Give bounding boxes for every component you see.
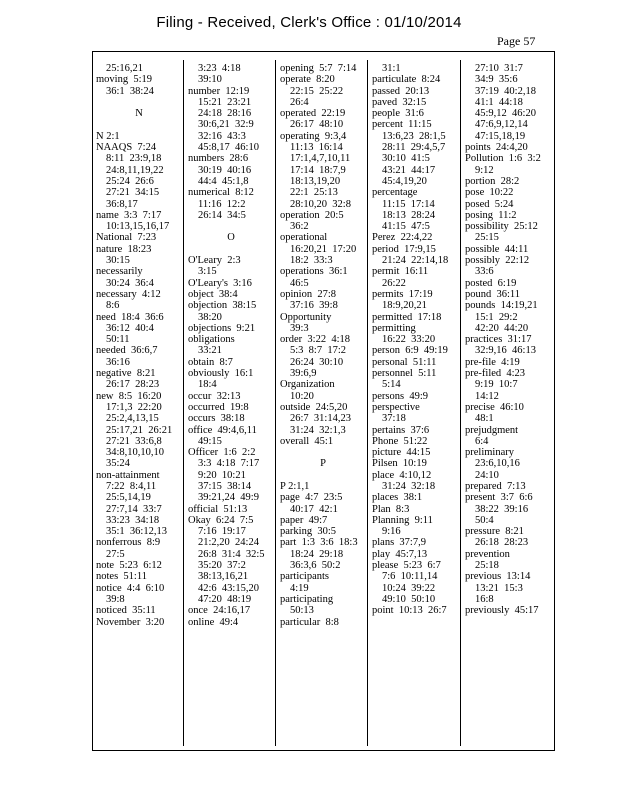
column-divider [183, 60, 184, 746]
index-entry: needed 36:6,7 [96, 345, 158, 357]
index-entry: participants [280, 571, 329, 583]
index-entry-continuation: 45:8,17 46:10 [198, 142, 259, 154]
index-entry-continuation: 24:10 [475, 469, 499, 481]
index-entry-continuation: 7:16 19:17 [198, 526, 246, 538]
index-entry-continuation: 37:18 [382, 413, 406, 425]
index-column-1 [96, 63, 182, 628]
index-entry: object 38:4 [188, 288, 238, 300]
index-entry: posted 6:19 [465, 277, 517, 289]
index-entry-continuation: 45:9,12 46:20 [475, 108, 536, 120]
index-entry: operations 36:1 [280, 266, 348, 278]
index-entry: percentage [372, 187, 418, 199]
index-entry-continuation: 34:8,10,10,10 [106, 447, 165, 459]
index-entry-continuation: 18:4 [198, 379, 217, 391]
index-entry-continuation: 13:6,23 28:1,5 [382, 130, 446, 142]
index-entry: Pilsen 10:19 [372, 458, 427, 470]
index-entry: operational [280, 232, 328, 244]
index-entry: places 38:1 [372, 492, 423, 504]
index-entry-continuation: 15:1 29:2 [475, 311, 518, 323]
index-entry: Pollution 1:6 3:2 [465, 153, 541, 165]
index-entry-continuation: 27:7,14 33:7 [106, 503, 162, 515]
index-entry: note 5:23 6:12 [96, 560, 162, 572]
index-entry-continuation: 49:15 [198, 435, 222, 447]
index-entry-continuation: 14:12 [475, 390, 499, 402]
index-entry-continuation: 16:20,21 17:20 [290, 243, 357, 255]
index-entry-continuation: 8:11 23:9,18 [106, 153, 162, 165]
index-entry: operation 20:5 [280, 209, 344, 221]
index-entry: pertains 37:6 [372, 424, 430, 436]
index-entry: NAAQS 7:24 [96, 142, 157, 154]
index-entry: operating 9:3,4 [280, 130, 347, 142]
index-entry: Okay 6:24 7:5 [188, 514, 254, 526]
index-entry-continuation: 25:17,21 26:21 [106, 424, 173, 436]
index-entry: Officer 1:6 2:2 [188, 447, 256, 459]
index-entry-continuation: 10:20 [290, 390, 314, 402]
index-entry-continuation: 7:22 8:4,11 [106, 480, 157, 492]
index-entry: occur 32:13 [188, 390, 241, 402]
index-entry: N 2:1 [96, 130, 120, 142]
index-entry: new 8:5 16:20 [96, 390, 162, 402]
index-entry: paper 49:7 [280, 514, 328, 526]
index-entry: parking 30:5 [280, 526, 336, 538]
section-letter: O [227, 232, 235, 244]
index-entry-continuation: 16:22 33:20 [382, 334, 436, 346]
index-entry: operate 8:20 [280, 74, 335, 86]
index-entry: P 2:1,1 [280, 480, 310, 492]
index-column-5 [465, 63, 551, 617]
index-entry: overall 45:1 [280, 435, 334, 447]
index-entry-continuation: 15:21 23:21 [198, 96, 252, 108]
index-entry [280, 470, 366, 481]
index-entry-continuation: 22:1 25:13 [290, 187, 338, 199]
index-entry-continuation: 25:15 [475, 232, 499, 244]
index-entry: passed 20:13 [372, 85, 430, 97]
index-entry-continuation: 32:9,16 46:13 [475, 345, 536, 357]
index-entry: present 3:7 6:6 [465, 492, 533, 504]
index-entry: personal 51:11 [372, 356, 437, 368]
index-entry: O'Leary 2:3 [188, 255, 241, 267]
index-entry: page 4:7 23:5 [280, 492, 343, 504]
index-entry: order 3:22 4:18 [280, 334, 350, 346]
index-entry: Organization [280, 379, 335, 391]
index-entry-continuation: 39:6,9 [290, 368, 317, 380]
index-entry-continuation: 36:2 [290, 221, 309, 233]
index-entry-continuation: 36:1 38:24 [106, 85, 154, 97]
index-entry-continuation: 24:18 28:16 [198, 108, 252, 120]
index-entry-continuation: 30:6,21 32:9 [198, 119, 254, 131]
index-entry-continuation: 25:18 [475, 560, 499, 572]
index-entry-continuation: 49:10 50:10 [382, 593, 436, 605]
index-entry: portion 28:2 [465, 175, 520, 187]
index-entry: number 12:19 [188, 85, 250, 97]
index-entry: O'Leary's 3:16 [188, 277, 252, 289]
index-entry: office 49:4,6,11 [188, 424, 257, 436]
index-entry: obtain 8:7 [188, 356, 233, 368]
index-entry-continuation: 21:2,20 24:24 [198, 537, 259, 549]
index-entry: Phone 51:22 [372, 435, 428, 447]
index-entry: preliminary [465, 447, 514, 459]
index-entry: pre-filed 4:23 [465, 368, 526, 380]
index-entry-continuation: 42:20 44:20 [475, 322, 529, 334]
index-entry-continuation: 33:6 [475, 266, 494, 278]
index-entry-continuation: 39:21,24 49:9 [198, 492, 259, 504]
index-entry: official 51:13 [188, 503, 248, 515]
index-entry-continuation: 5:3 8:7 17:2 [290, 345, 347, 357]
index-entry-continuation: 36:16 [106, 356, 130, 368]
index-entry-continuation: 31:24 32:18 [382, 480, 436, 492]
index-entry-continuation: 25:24 26:6 [106, 175, 154, 187]
index-entry: percent 11:15 [372, 119, 432, 131]
index-entry-continuation: 50:11 [106, 334, 130, 346]
index-entry-continuation: 37:15 38:14 [198, 480, 252, 492]
index-entry-continuation: 23:6,10,16 [475, 458, 520, 470]
index-entry-continuation: 35:24 [106, 458, 130, 470]
index-entry: permits 17:19 [372, 288, 433, 300]
index-entry: pressure 8:21 [465, 526, 524, 538]
index-entry: objection 38:15 [188, 300, 257, 312]
index-entry-continuation: 31:1 [382, 63, 401, 74]
index-entry-continuation: 46:5 [290, 277, 309, 289]
index-entry: obviously 16:1 [188, 368, 254, 380]
index-entry: Perez 22:4,22 [372, 232, 433, 244]
index-entry: personnel 5:11 [372, 368, 437, 380]
index-entry-continuation: 39:10 [198, 74, 222, 86]
index-entry-continuation: 26:4 [290, 96, 309, 108]
index-entry-continuation: 34:9 35:6 [475, 74, 518, 86]
index-entry: person 6:9 49:19 [372, 345, 448, 357]
index-entry: prevention [465, 548, 510, 560]
index-entry-continuation: 47:15,18,19 [475, 130, 526, 142]
index-entry-continuation: 26:7 31:14,23 [290, 413, 351, 425]
section-letter: P [320, 458, 326, 470]
index-entry: Opportunity [280, 311, 332, 323]
index-entry-continuation: 41:1 44:18 [475, 96, 523, 108]
index-entry-continuation: 27:5 [106, 548, 125, 560]
index-entry: point 10:13 26:7 [372, 605, 447, 617]
index-entry-continuation: 18:13,19,20 [290, 175, 341, 187]
index-entry: precise 46:10 [465, 401, 524, 413]
index-entry: perspective [372, 401, 420, 413]
index-entry-continuation: 42:6 43:15,20 [198, 582, 259, 594]
index-entry-continuation: 28:11 29:4,5,7 [382, 142, 446, 154]
index-entry-continuation: 35:1 36:12,13 [106, 526, 167, 538]
index-entry: moving 5:19 [96, 74, 153, 86]
index-entry: notice 4:4 6:10 [96, 582, 165, 594]
index-entry: possibly 22:12 [465, 255, 530, 267]
index-entry: numerical 8:12 [188, 187, 254, 199]
index-entry: operated 22:19 [280, 108, 346, 120]
index-entry-continuation: 21:24 22:14,18 [382, 255, 449, 267]
index-entry-continuation: 10:24 39:22 [382, 582, 436, 594]
index-entry-continuation: 50:4 [475, 514, 494, 526]
section-letter: N [135, 108, 143, 120]
index-column-4 [372, 63, 458, 617]
index-entry: play 45:7,13 [372, 548, 428, 560]
index-entry: persons 49:9 [372, 390, 428, 402]
index-entry-continuation: 18:9,20,21 [382, 300, 427, 312]
index-entry-continuation: 27:10 31:7 [475, 63, 523, 74]
index-entry-continuation: 33:21 [198, 345, 222, 357]
index-entry: permitting [372, 322, 416, 334]
index-entry-continuation: 30:10 41:5 [382, 153, 430, 165]
index-entry-continuation: 38:13,16,21 [198, 571, 249, 583]
index-entry: necessarily [96, 266, 143, 278]
index-entry [188, 244, 274, 255]
index-entry-continuation: 37:16 39:8 [290, 300, 338, 312]
index-entry-continuation: 50:13 [290, 605, 314, 617]
index-entry: previously 45:17 [465, 605, 539, 617]
index-entry-continuation: 11:16 12:2 [198, 198, 246, 210]
index-entry-continuation: 7:6 10:11,14 [382, 571, 438, 583]
index-entry: posed 5:24 [465, 198, 514, 210]
index-entry: previous 13:14 [465, 571, 531, 583]
index-entry: place 4:10,12 [372, 469, 432, 481]
index-entry-continuation: 39:3 [290, 322, 309, 334]
index-entry: noticed 35:11 [96, 605, 156, 617]
index-entry-continuation: 10:13,15,16,17 [106, 221, 170, 233]
index-entry: negative 8:21 [96, 368, 156, 380]
index-entry: non-attainment [96, 469, 160, 481]
index-entry-continuation: 18:13 28:24 [382, 209, 436, 221]
index-entry: period 17:9,15 [372, 243, 436, 255]
index-entry: posing 11:2 [465, 209, 517, 221]
index-entry-continuation: 5:14 [382, 379, 401, 391]
index-entry-continuation: 18:24 29:18 [290, 548, 344, 560]
index-entry-continuation: 9:20 10:21 [198, 469, 246, 481]
index-entry-continuation: 25:2,4,13,15 [106, 413, 159, 425]
index-entry-continuation: 13:21 15:3 [475, 582, 523, 594]
index-entry: part 1:3 3:6 18:3 [280, 537, 358, 549]
index-entry [96, 97, 182, 108]
index-entry-continuation: 41:15 47:5 [382, 221, 430, 233]
index-entry-continuation: 32:16 43:3 [198, 130, 246, 142]
index-entry: National 7:23 [96, 232, 157, 244]
index-entry-continuation: 28:10,20 32:8 [290, 198, 351, 210]
index-entry-continuation: 6:4 [475, 435, 489, 447]
index-entry [188, 221, 274, 232]
index-entry-continuation: 3:23 4:18 [198, 63, 241, 74]
index-entry: online 49:4 [188, 616, 239, 628]
index-entry: need 18:4 36:6 [96, 311, 164, 323]
index-entry-continuation: 36:8,17 [106, 198, 138, 210]
index-entry: numbers 28:6 [188, 153, 249, 165]
index-entry-continuation: 37:19 40:2,18 [475, 85, 536, 97]
index-entry-continuation: 30:15 [106, 255, 130, 267]
index-entry-continuation: 11:15 17:14 [382, 198, 435, 210]
index-entry: pre-file 4:19 [465, 356, 520, 368]
index-entry-continuation: 36:3,6 50:2 [290, 560, 341, 572]
index-entry-continuation: 30:19 40:16 [198, 164, 252, 176]
index-entry-continuation: 8:6 [106, 300, 120, 312]
index-entry-continuation: 45:4,19,20 [382, 175, 427, 187]
index-entry-continuation: 16:8 [475, 593, 494, 605]
index-entry: once 24:16,17 [188, 605, 251, 617]
index-entry: pounds 14:19,21 [465, 300, 538, 312]
index-entry-continuation: 43:21 44:17 [382, 164, 436, 176]
index-entry-continuation: 26:8 31:4 32:5 [198, 548, 265, 560]
index-entry: please 5:23 6:7 [372, 560, 441, 572]
index-entry-continuation: 25:5,14,19 [106, 492, 151, 504]
index-entry-continuation: 9:19 10:7 [475, 379, 518, 391]
index-entry: practices 31:17 [465, 334, 532, 346]
index-entry: paved 32:15 [372, 96, 427, 108]
index-entry: Plan 8:3 [372, 503, 410, 515]
index-entry: possible 44:11 [465, 243, 529, 255]
index-entry: prepared 7:13 [465, 480, 526, 492]
index-entry: occurred 19:8 [188, 401, 249, 413]
index-entry-continuation: 24:8,11,19,22 [106, 164, 164, 176]
index-entry-continuation: 4:19 [290, 582, 309, 594]
index-entry-continuation: 38:20 [198, 311, 222, 323]
index-entry: notes 51:11 [96, 571, 147, 583]
index-entry: picture 44:15 [372, 447, 431, 459]
index-entry-continuation: 25:16,21 [106, 63, 144, 74]
index-entry-continuation: 35:20 37:2 [198, 560, 246, 572]
index-entry-continuation: 26:14 34:5 [198, 209, 246, 221]
index-entry-continuation: 22:15 25:22 [290, 85, 344, 97]
index-entry: occurs 38:18 [188, 413, 245, 425]
index-entry-continuation: 44:4 45:1,8 [198, 175, 249, 187]
index-entry: necessary 4:12 [96, 288, 161, 300]
index-column-2 [188, 63, 274, 628]
index-entry-continuation: 27:21 34:15 [106, 187, 160, 199]
index-entry-continuation: 26:24 30:10 [290, 356, 344, 368]
index-entry-continuation: 36:12 40:4 [106, 322, 154, 334]
column-divider [275, 60, 276, 746]
index-entry-continuation: 48:1 [475, 413, 494, 425]
index-entry-continuation: 33:23 34:18 [106, 514, 160, 526]
index-entry: opening 5:7 7:14 [280, 63, 357, 74]
index-entry-continuation: 31:24 32:1,3 [290, 424, 346, 436]
index-entry: opinion 27:8 [280, 288, 337, 300]
index-entry: nature 18:23 [96, 243, 152, 255]
index-entry: November 3:20 [96, 616, 165, 628]
index-entry: people 31:6 [372, 108, 424, 120]
index-entry-continuation: 26:17 48:10 [290, 119, 344, 131]
index-entry-continuation: 27:21 33:6,8 [106, 435, 162, 447]
index-column-3 [280, 63, 366, 628]
index-entry: permit 16:11 [372, 266, 429, 278]
index-entry: pose 10:22 [465, 187, 514, 199]
column-divider [460, 60, 461, 746]
index-entry: outside 24:5,20 [280, 401, 348, 413]
index-entry-continuation: 30:24 36:4 [106, 277, 154, 289]
index-entry-continuation: 39:8 [106, 593, 125, 605]
index-entry-continuation: 26:22 [382, 277, 406, 289]
page-number: Page 57 [497, 34, 536, 48]
index-entry: points 24:4,20 [465, 142, 528, 154]
filing-header: Filing - Received, Clerk's Office : 01/10/2014 [156, 14, 462, 31]
index-entry-continuation: 47:20 48:19 [198, 593, 252, 605]
index-entry-continuation: 17:1,3 22:20 [106, 401, 162, 413]
column-divider [367, 60, 368, 746]
index-entry: nonferrous 8:9 [96, 537, 161, 549]
index-entry: possibility 25:12 [465, 221, 538, 233]
index-entry: particulate 8:24 [372, 74, 441, 86]
index-entry: plans 37:7,9 [372, 537, 426, 549]
index-entry: pound 36:11 [465, 288, 521, 300]
index-entry-continuation: 26:18 28:23 [475, 537, 529, 549]
index-entry-continuation: 9:12 [475, 164, 494, 176]
index-entry-continuation: 9:16 [382, 526, 401, 538]
index-entry [96, 119, 182, 130]
index-entry: objections 9:21 [188, 322, 256, 334]
index-entry-continuation: 17:1,4,7,10,11 [290, 153, 351, 165]
index-entry: prejudgment [465, 424, 519, 436]
index-entry-continuation: 38:22 39:16 [475, 503, 529, 515]
index-entry: permitted 17:18 [372, 311, 442, 323]
index-entry: Planning 9:11 [372, 514, 433, 526]
index-entry-continuation: 3:15 [198, 266, 217, 278]
index-entry-continuation: 26:17 28:23 [106, 379, 160, 391]
index-entry-continuation: 18:2 33:3 [290, 255, 333, 267]
index-entry-continuation: 17:14 18:7,9 [290, 164, 346, 176]
index-entry: obligations [188, 334, 235, 346]
index-entry: name 3:3 7:17 [96, 209, 162, 221]
index-entry-continuation: 47:6,9,12,14 [475, 119, 528, 131]
index-entry: participating [280, 593, 334, 605]
index-entry-continuation: 3:3 4:18 7:17 [198, 458, 260, 470]
index-entry-continuation: 40:17 42:1 [290, 503, 338, 515]
index-entry: particular 8:8 [280, 616, 339, 628]
index-entry [280, 447, 366, 458]
index-entry-continuation: 11:13 16:14 [290, 142, 343, 154]
